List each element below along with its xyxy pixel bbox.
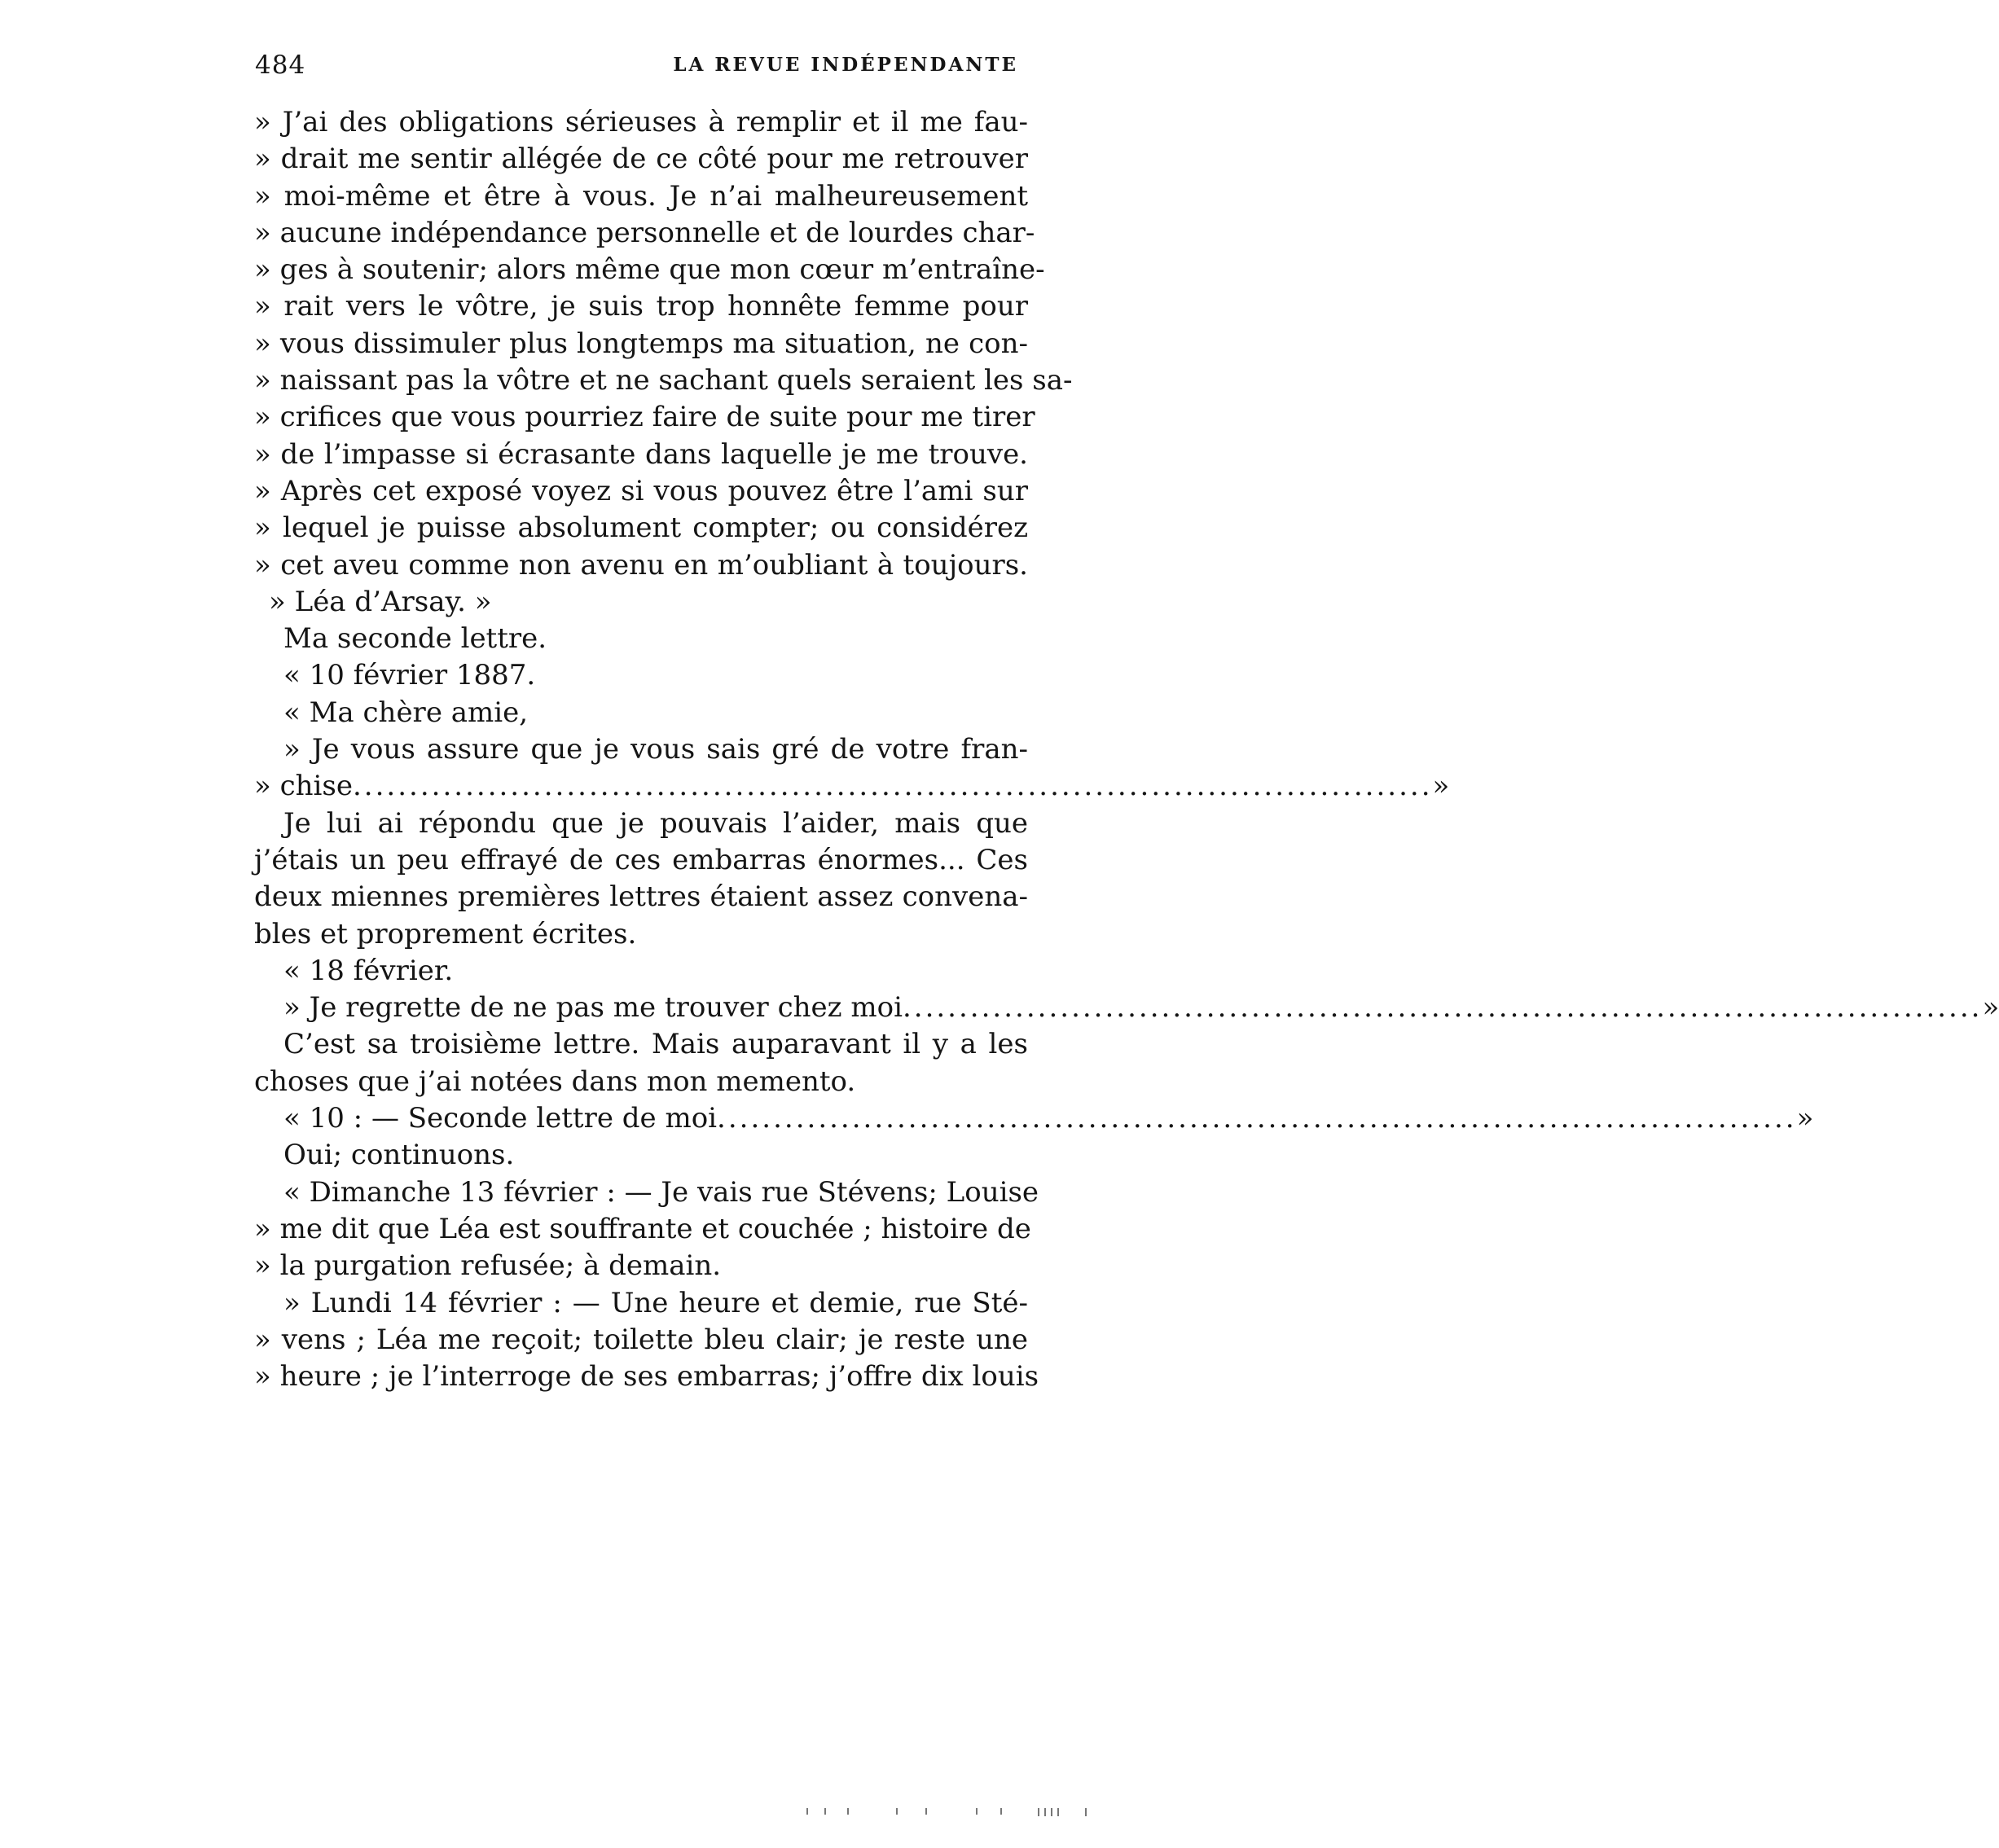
text-line: Oui; continuons. [283,1139,515,1172]
salutation-line: « Ma chère amie, [283,696,529,729]
dot-leader-line [254,1100,1814,1137]
text-line: » de l’impasse si écrasante dans laquelle je me trouve. [254,437,1028,471]
text-line: » cet aveu comme non avenu en m’oubliant à toujours. [254,548,1028,582]
text-line: » J’ai des obligations sérieuses à remplir et il me fau- [254,106,1028,138]
text-line: » Je vous assure que je vous sais gré de votre fran- [283,733,1028,766]
text-line: » lequel je puisse absolument compter; ou considérez [254,511,1028,545]
text-line: » crifices que vous pourriez faire de suite pour me tirer [254,401,1035,434]
text-line: deux miennes premières lettres étaient assez convena- [254,880,1028,914]
dot-leader-fill: ................................................................................................ [902,991,1983,1025]
text-line: » vens ; Léa me reçoit; toilette bleu clair; je reste une [254,1323,1028,1356]
scan-mark [1044,1808,1046,1816]
text-line: » heure ; je l’interroge de ses embarras; j’offre dix louis [254,1360,1039,1394]
dot-leader-fill: ................................................................................................ [717,1102,1797,1135]
scan-mark [847,1808,849,1815]
text-line: » ges à soutenir; alors même que mon cœur m’entraîne- [254,253,1045,287]
scan-mark [1000,1808,1002,1815]
page-number: 484 [255,50,306,80]
text-line: » moi-même et être à vous. Je n’ai malheureusement [254,179,1028,213]
running-title: LA REVUE INDÉPENDANTE [673,54,1018,76]
text-line: bles et proprement écrites. [254,917,637,950]
text-line: » naissant pas la vôtre et ne sachant quels seraient les sa- [254,364,1073,397]
scan-mark [1051,1808,1052,1816]
scan-mark [976,1808,978,1815]
dot-leader-end: » [1432,770,1450,803]
scan-mark [1085,1808,1087,1816]
text-line: » aucune indépendance personnelle et de lourdes char- [254,216,1035,249]
dot-leader-text: » Je regrette de ne pas me trouver chez moi [283,991,903,1025]
scan-mark [824,1808,826,1815]
scan-mark [896,1808,898,1815]
dot-leader-fill: ................................................................................................ [353,770,1433,803]
dot-leader-text: « 10 : — Seconde lettre de moi [283,1102,718,1135]
signature-line: » Léa d’Arsay. » [269,585,492,618]
dot-leader-end: » [1796,1102,1814,1135]
dot-leader-end: » [1982,991,1999,1025]
scan-mark [1057,1808,1059,1816]
date-line: « 18 février. [283,954,454,987]
scan-mark [1038,1808,1039,1816]
text-line: » Après cet exposé voyez si vous pouvez être l’ami sur [254,474,1028,507]
text-line: j’étais un peu effrayé de ces embarras énormes... Ces [254,843,1028,876]
text-line: » rait vers le vôtre, je suis trop honnête femme pour [254,290,1028,323]
text-line: » Lundi 14 février : — Une heure et demie, rue Sté- [283,1286,1028,1319]
dot-leader-text: » chise [254,770,353,803]
text-line: » drait me sentir allégée de ce côté pour me retrouver [254,143,1028,176]
date-line: « 10 février 1887. [283,659,536,692]
text-line: « Dimanche 13 février : — Je vais rue Stévens; Louise [283,1175,1039,1209]
text-line: » la purgation refusée; à demain. [254,1249,722,1283]
text-line: Ma seconde lettre. [283,622,547,656]
dot-leader-line [254,990,1999,1026]
text-line: choses que j’ai notées dans mon memento. [254,1064,856,1098]
scan-artifact-marks [0,1808,1199,1824]
text-line: Je lui ai répondu que je pouvais l’aider, mais que [283,806,1028,840]
text-line: » vous dissimuler plus longtemps ma situation, ne con- [254,327,1028,360]
text-line: C’est sa troisième lettre. Mais auparavant il y a les [283,1028,1028,1061]
scan-mark [925,1808,927,1815]
scan-mark [806,1808,808,1815]
dot-leader-line [254,768,1450,805]
text-line: » me dit que Léa est souffrante et couchée ; histoire de [254,1212,1031,1245]
body-text [254,104,1999,1395]
